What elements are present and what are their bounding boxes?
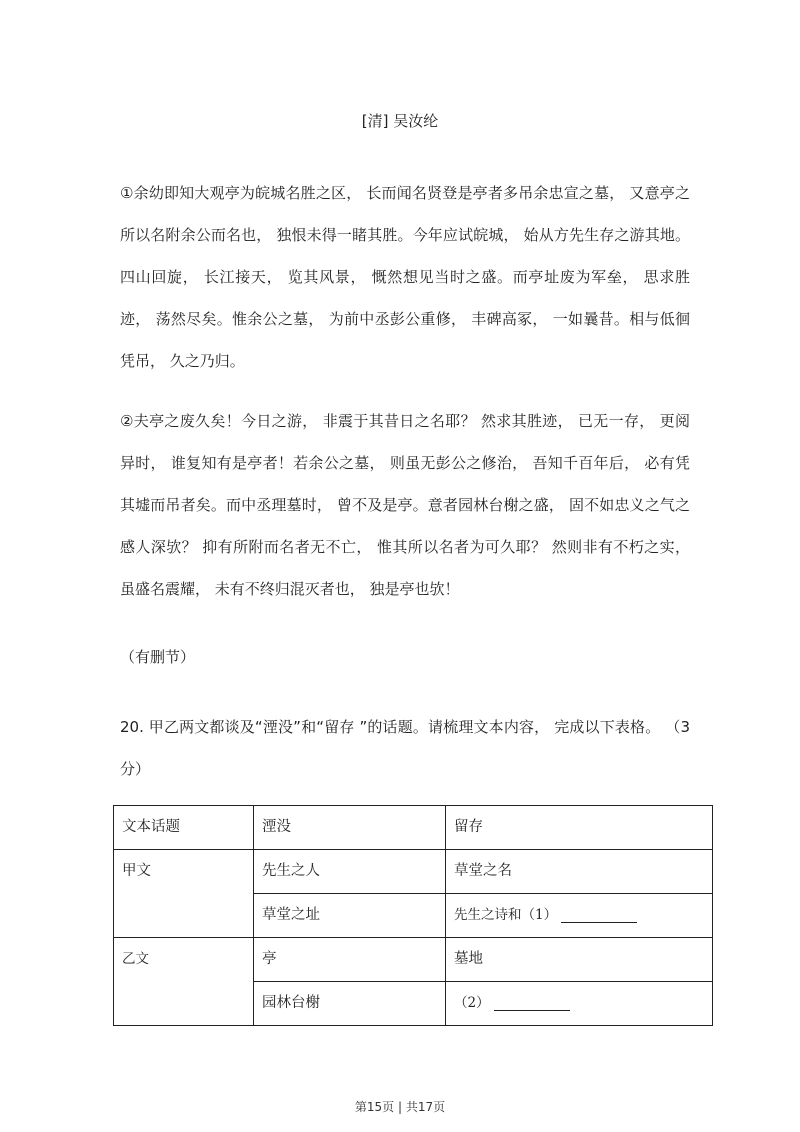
- paragraph-1: ①余幼即知大观亭为皖城名胜之区， 长而闻名贤登是亭者多吊余忠宣之墓， 又意亭之所以名附余公而名也， 独恨未得一睹其胜。今年应试皖城， 始从方先生存之游其地。四山回旋， 长江接天， 览其风景， 慨然想见当时之盛。而亭址废为军垒， 思求胜迹， 荡然尽矣。惟余公之墓， 为前中丞彭公重修， 丰碑高冢， 一如曩昔。相与低徊凭吊， 久之乃归。: [120, 184, 690, 370]
- cell-lost: 园林台榭: [254, 982, 446, 1026]
- abridged-note: （有删节）: [120, 648, 196, 666]
- header-kept: 留存: [446, 806, 713, 850]
- table-row: [114, 938, 713, 982]
- cell-kept: （2）: [454, 995, 490, 1011]
- question-20: 20. 甲乙两文都谈及“湮没”和“留存 ”的话题。请梳理文本内容， 完成以下表格。 （3分）: [120, 718, 690, 778]
- author-line: [清] 吴汝纶: [361, 112, 439, 130]
- answer-cell-1[interactable]: [446, 894, 713, 938]
- header-topic: 文本话题: [114, 806, 254, 850]
- table-header-row: [114, 806, 713, 850]
- cell-kept: 先生之诗和（1）: [454, 907, 558, 923]
- cell-lost: 草堂之址: [254, 894, 446, 938]
- answer-table: [113, 805, 713, 1026]
- page-footer: 第15页 | 共17页: [354, 1100, 446, 1114]
- answer-blank-2[interactable]: [494, 996, 570, 1011]
- cell-kept: 墓地: [446, 938, 713, 982]
- row-label-yi: 乙文: [114, 938, 254, 1026]
- header-lost: 湮没: [254, 806, 446, 850]
- cell-lost: 亭: [254, 938, 446, 982]
- row-label-jia: 甲文: [114, 850, 254, 938]
- answer-blank-1[interactable]: [561, 908, 637, 923]
- answer-cell-2[interactable]: [446, 982, 713, 1026]
- table-row: [114, 850, 713, 894]
- cell-lost: 先生之人: [254, 850, 446, 894]
- cell-kept: 草堂之名: [446, 850, 713, 894]
- paragraph-2: ②夫亭之废久矣！今日之游， 非震于其昔日之名耶？ 然求其胜迹， 已无一存， 更阅异时， 谁复知有是亭者！若余公之墓， 则虽无彭公之修治， 吾知千百年后， 必有凭其墟而吊者矣。而中丞理墓时， 曾不及是亭。意者园林台榭之盛， 固不如忠义之气之感人深欤？ 抑有所附而名者无不亡， 惟其所以名者为可久耶？ 然则非有不朽之实， 虽盛名震耀， 未有不终归混灭者也， 独是亭也欤！: [120, 412, 690, 598]
